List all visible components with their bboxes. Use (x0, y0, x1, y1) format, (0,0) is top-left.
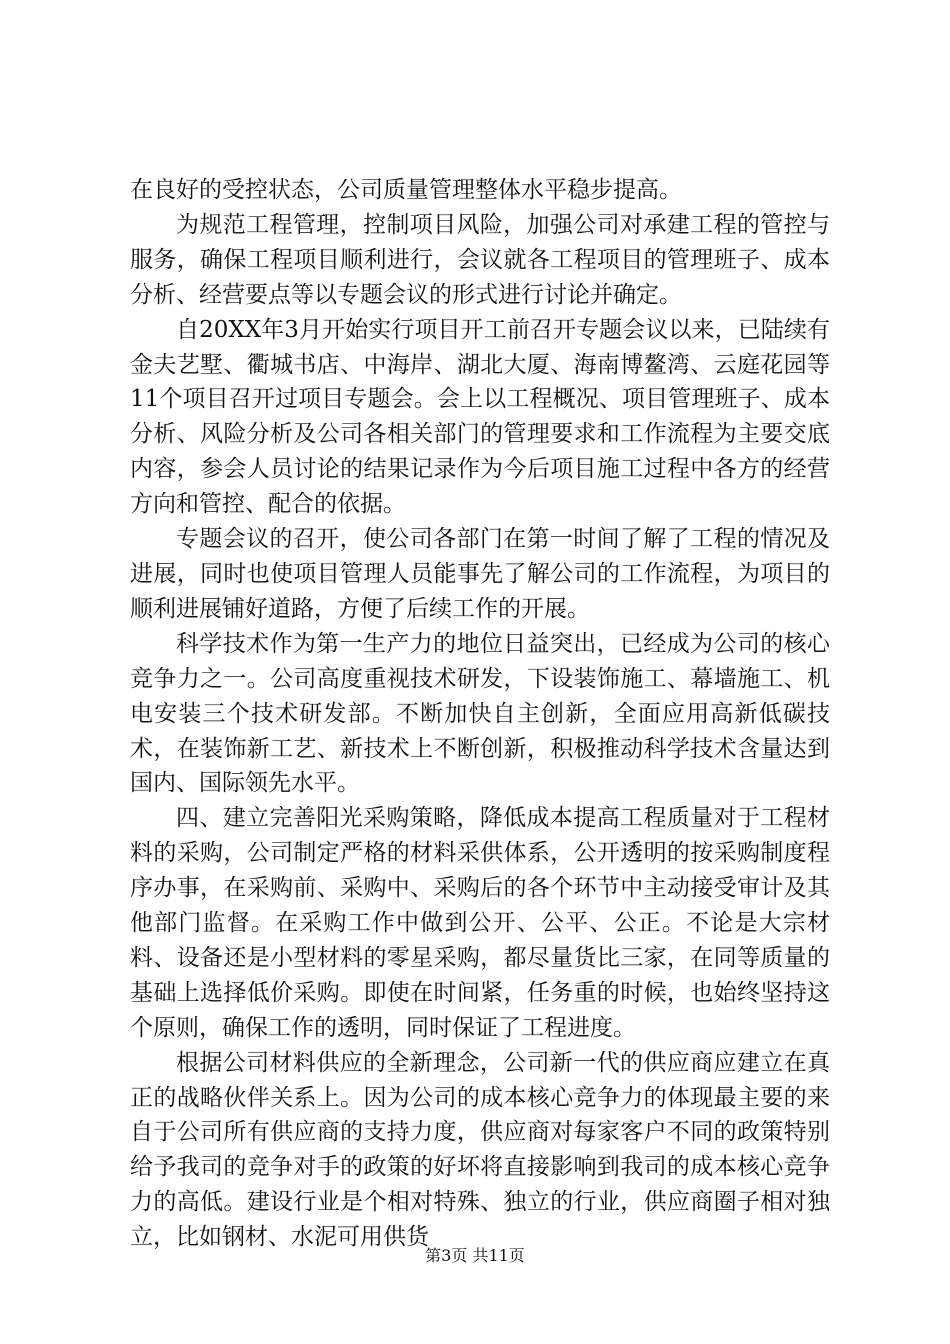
paragraph: 专题会议的召开，使公司各部门在第一时间了解了工程的情况及进展，同时也使项目管理人员能事先了解公司的工作流程，为项目的顺利进展铺好道路，方便了后续工作的开展。 (130, 526, 830, 622)
paragraph: 根据公司材料供应的全新理念，公司新一代的供应商应建立在真正的战略伙伴关系上。因为公司的成本核心竞争力的体现最主要的来自于公司所有供应商的支持力度，供应商对每家客户不同的政策特别给予我司的竞争对手的政策的好坏将直接影响到我司的成本核心竞争力的高低。建设行业是个相对特殊、独立的行业，供应商圈子相对独立，比如钢材、水泥可用供货 (130, 1049, 830, 1251)
paragraph: 自20XX年3月开始实行项目开工前召开专题会议以来，已陆续有金夫艺墅、衢城书店、中海岸、湖北大厦、海南博鳌湾、云庭花园等11个项目召开过项目专题会。会上以工程概况、项目管理班子、成本分析、风险分析及公司各相关部门的管理要求和工作流程为主要交底内容，参会人员讨论的结果记录作为今后项目施工过程中各方的经营方向和管控、配合的依据。 (130, 316, 830, 518)
paragraph: 四、建立完善阳光采购策略，降低成本提高工程质量对于工程材料的采购，公司制定严格的材料采供体系，公开透明的按采购制度程序办事，在采购前、采购中、采购后的各个环节中主动接受审计及其他部门监督。在采购工作中做到公开、公平、公正。不论是大宗材料、设备还是小型材料的零星采购，都尽量货比三家，在同等质量的基础上选择低价采购。即使在时间紧，任务重的时候，也始终坚持这个原则，确保工作的透明，同时保证了工程进度。 (130, 805, 830, 1041)
paragraph: 科学技术作为第一生产力的地位日益突出，已经成为公司的核心竞争力之一。公司高度重视技术研发，下设装饰施工、幕墙施工、机电安装三个技术研发部。不断加快自主创新，全面应用高新低碳技术，在装饰新工艺、新技术上不断创新，积极推动科学技术含量达到国内、国际领先水平。 (130, 630, 830, 797)
paragraph: 为规范工程管理，控制项目风险，加强公司对承建工程的管控与服务，确保工程项目顺利进行，会议就各工程项目的管理班子、成本分析、经营要点等以专题会议的形式进行讨论并确定。 (130, 211, 830, 308)
page-number-footer: 第3页 共11页 (425, 1246, 525, 1265)
paragraph-continuation: 在良好的受控状态，公司质量管理整体水平稳步提高。 (130, 177, 682, 203)
body-text (130, 173, 830, 1255)
